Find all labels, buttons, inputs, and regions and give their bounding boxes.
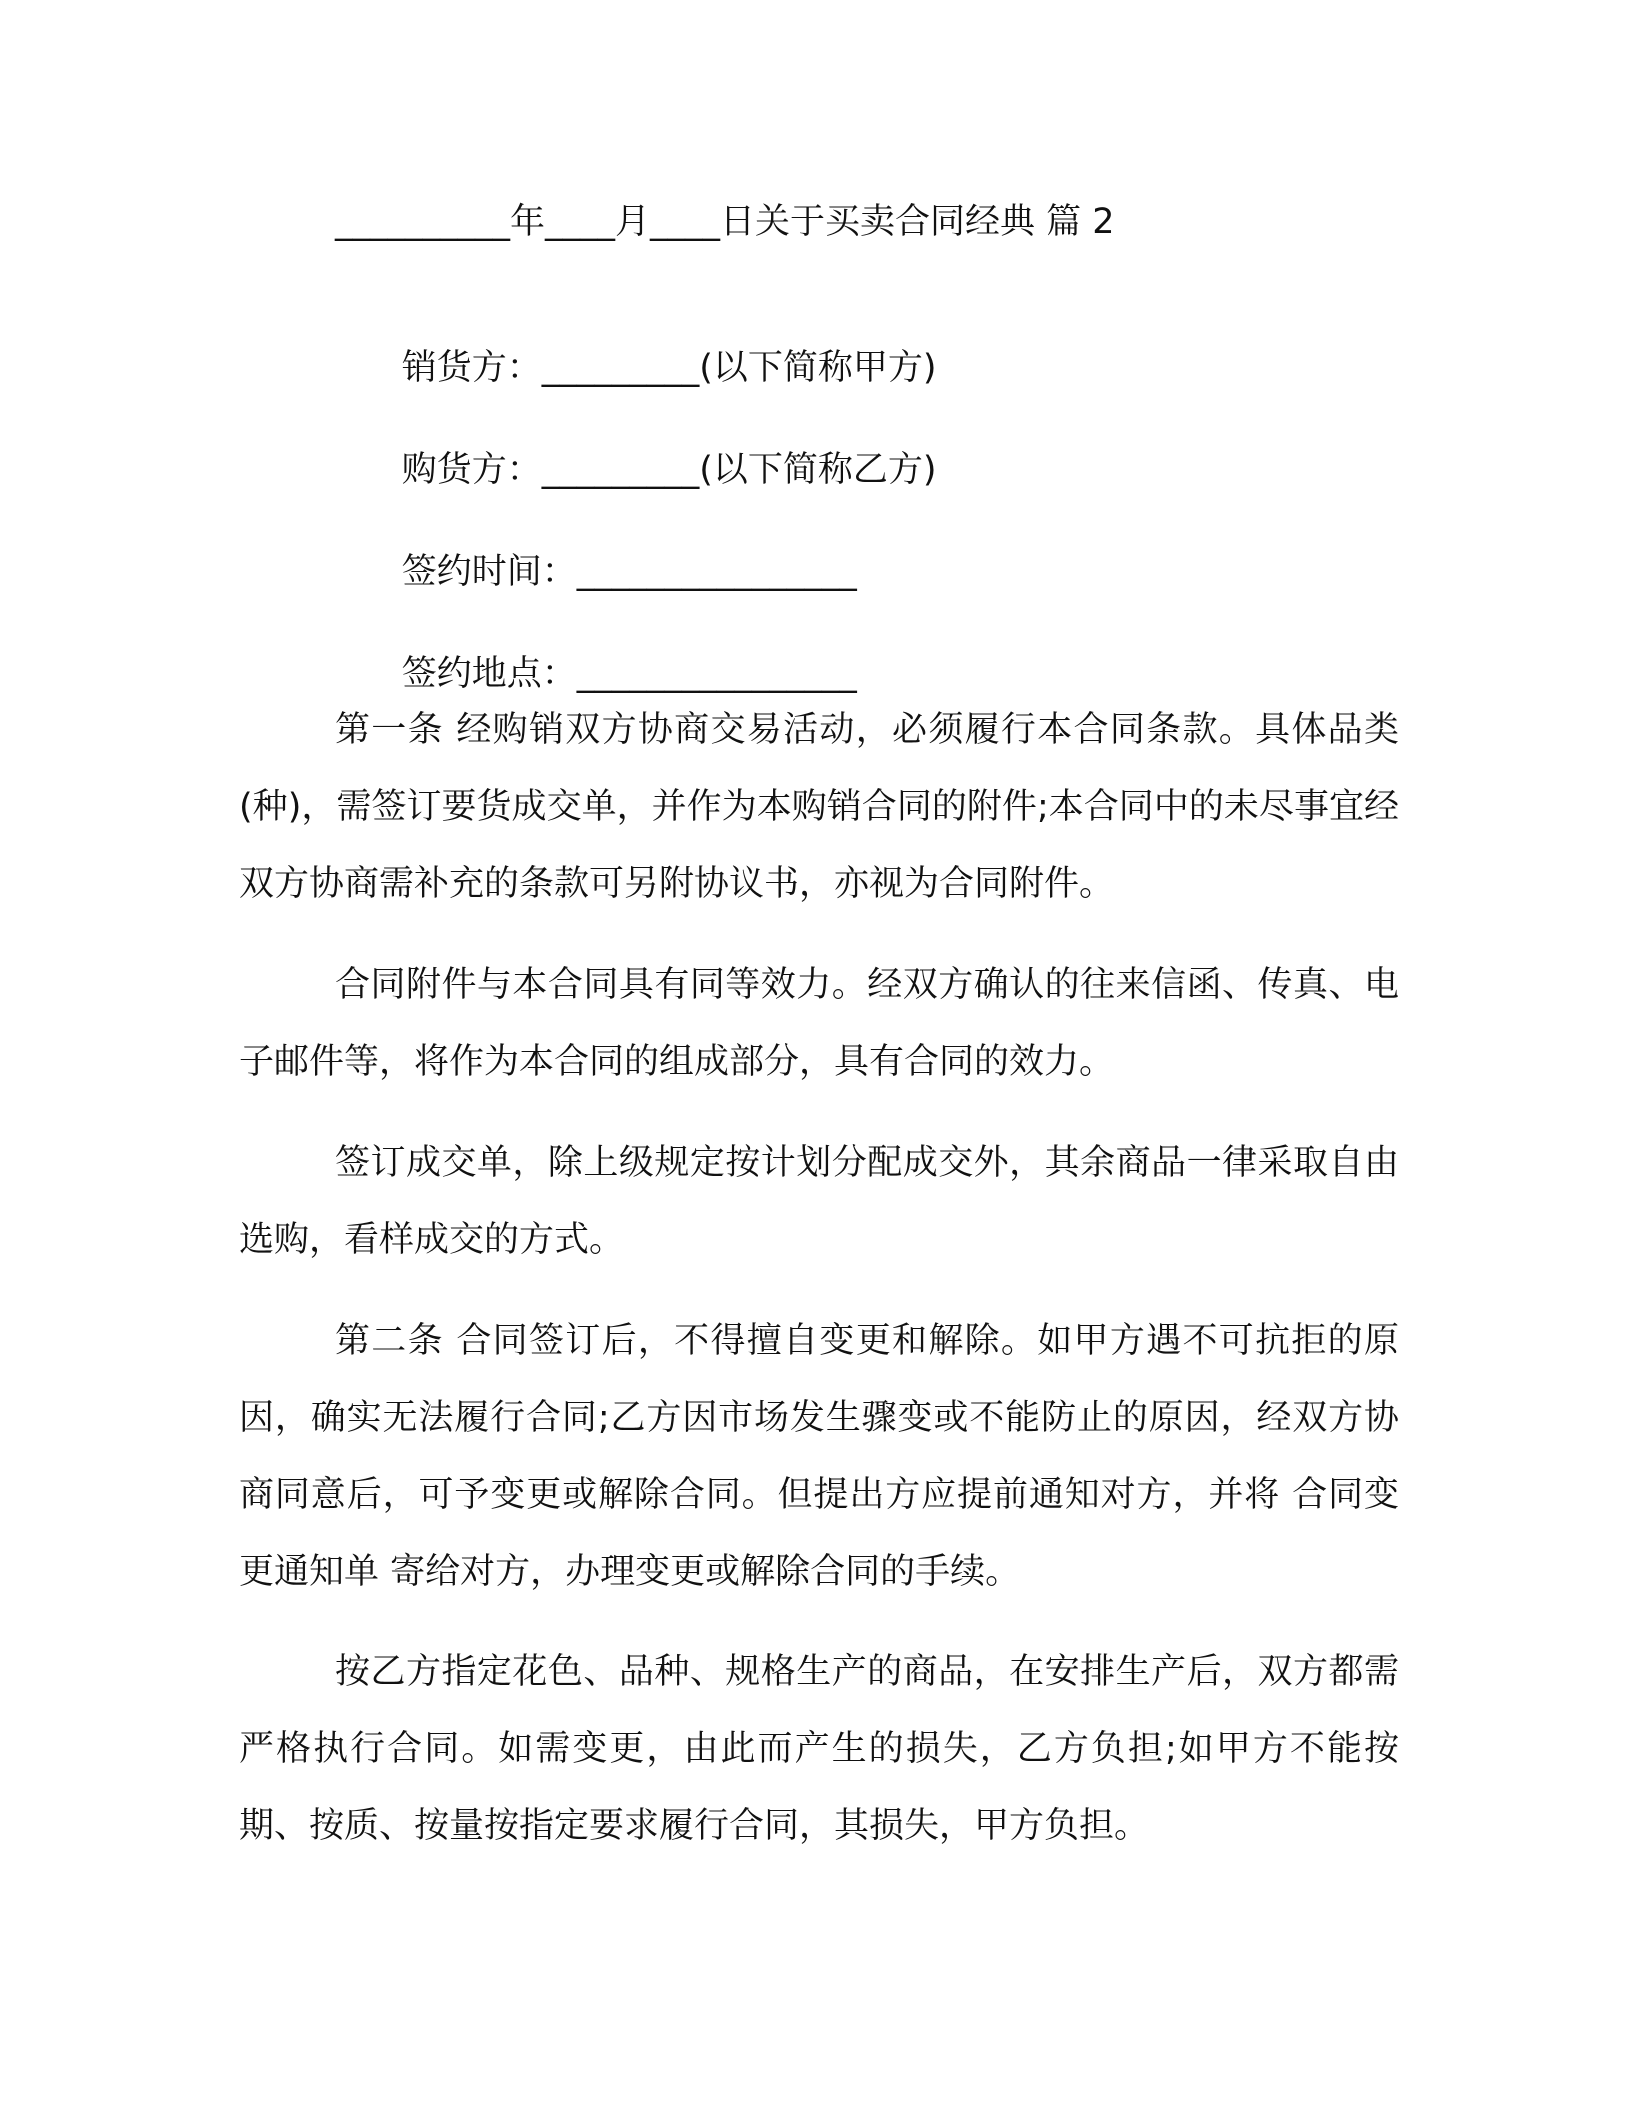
field-label: 签约地点： [401,654,577,694]
field-value: _________(以下简称乙方) [541,450,937,490]
field-label: 签约时间： [401,552,577,592]
paragraph-transaction-order: 签订成交单，除上级规定按计划分配成交外，其余商品一律采取自由选购，看样成交的方式。 [239,1143,1399,1260]
field-value: ________________ [576,654,857,694]
field-label: 购货方： [401,450,542,490]
paragraph-article-2: 第二条 合同签订后，不得擅自变更和解除。如甲方遇不可抗拒的原因，确实无法履行合同;乙方因市场发生骤变或不能防止的原因，经双方协商同意后，可予变更或解除合同。但提出方应提前通知对方，并将 合同变更通知单 寄给对方，办理变更或解除合同的手续。 [239,1321,1399,1592]
field-value: ________________ [576,552,857,592]
paragraph-article-1: 第一条 经购销双方协商交易活动，必须履行本合同条款。具体品类(种)，需签订要货成交单，并作为本购销合同的附件;本合同中的未尽事宜经双方协商需补充的条款可另附协议书，亦视为合同附件。 [239,710,1399,904]
paragraph-specified-production: 按乙方指定花色、品种、规格生产的商品，在安排生产后，双方都需严格执行合同。如需变更，由此而产生的损失，乙方负担;如甲方不能按期、按质、按量按指定要求履行合同，其损失，甲方负担。 [239,1652,1399,1846]
field-label: 销货方： [401,348,542,388]
paragraph-attachments: 合同附件与本合同具有同等效力。经双方确认的往来信函、传真、电子邮件等，将作为本合同的组成部分，具有合同的效力。 [239,965,1399,1082]
document-title: __________年____月____日关于买卖合同经典 篇 2 [335,202,1115,242]
field-value: _________(以下简称甲方) [541,348,937,388]
